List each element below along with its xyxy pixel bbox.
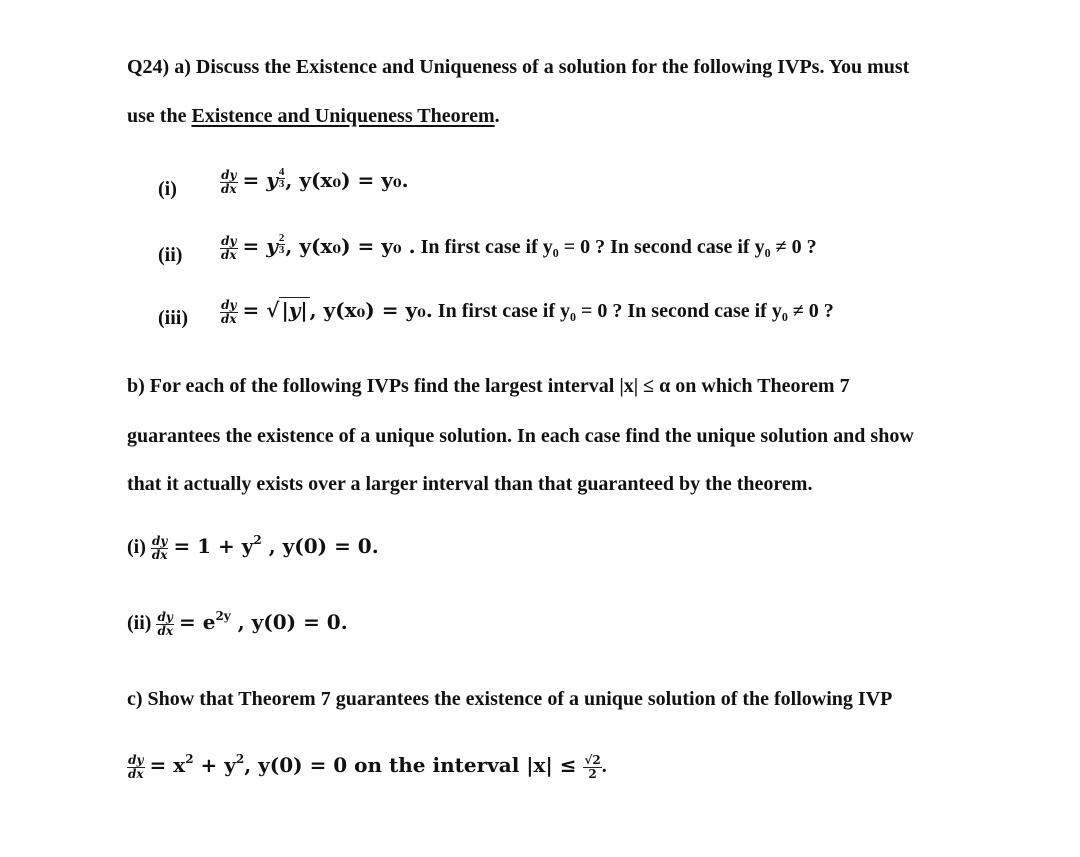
derivative-fraction: $\frac{dy}{dx}$ (221, 233, 237, 262)
item-b-i: (i) $\frac{dy}{dx}$ = $1 + y^2$ , y(0) = 0. (127, 533, 379, 562)
part-c-equation: $\frac{dy}{dx}$ = $x^2 + y^2$, y(0) = 0 on the interval |x| ≤ $\frac{√2}{2}$ . (128, 752, 607, 781)
item-b-ii: (ii) $\frac{dy}{dx}$ = $e^{2y}$ , y(0) = 0. (127, 609, 348, 638)
item-a-i-equation: $\frac{dy}{dx}$ = y $\frac{4}{3}$, y(x₀) = y₀. (221, 165, 409, 196)
square-root: √ |y| (266, 298, 308, 322)
theorem-reference-line: use the Existence and Uniqueness Theorem. (127, 105, 500, 127)
part-c-line-1: c) Show that Theorem 7 guarantees the existence of a unique solution of the following IVP (127, 688, 893, 710)
derivative-fraction: $\frac{dy}{dx}$ (157, 609, 173, 638)
item-a-i-label: (i) (158, 178, 177, 200)
question-heading: Q24) a) Discuss the Existence and Uniqueness of a solution for the following IVPs. You must (127, 56, 910, 78)
interval-fraction: $\frac{√2}{2}$ (584, 752, 601, 781)
derivative-fraction: $\frac{dy}{dx}$ (128, 752, 144, 781)
exponent-fraction: $\frac{4}{3}$ (278, 165, 285, 190)
part-b-line-1: b) For each of the following IVPs find the largest interval |x| ≤ α on which Theorem 7 (127, 375, 850, 397)
part-b-line-2: guarantees the existence of a unique solution. In each case find the unique solution and show (127, 425, 914, 447)
item-a-iii-equation: $\frac{dy}{dx}$ = √ |y| , y(x₀) = y₀. In first case if y₀ = 0 ? In second case if y₀ ≠ 0 ? (221, 297, 834, 326)
item-a-iii-label: (iii) (158, 307, 188, 329)
item-a-ii-label: (ii) (158, 244, 183, 266)
part-b-line-3: that it actually exists over a larger interval than that guaranteed by the theorem. (127, 473, 813, 495)
derivative-fraction: $\frac{dy}{dx}$ (221, 297, 237, 326)
exponent-fraction: $\frac{2}{3}$ (278, 231, 285, 256)
theorem-link: Existence and Uniqueness Theorem (191, 105, 495, 127)
item-a-ii-equation: $\frac{dy}{dx}$ = y $\frac{2}{3}$, y(x₀) = y₀ . In first case if y₀ = 0 ? In second case if y₀ ≠ 0 ? (221, 231, 817, 262)
derivative-fraction: $\frac{dy}{dx}$ (151, 533, 168, 562)
derivative-fraction: $\frac{dy}{dx}$ (221, 167, 237, 196)
